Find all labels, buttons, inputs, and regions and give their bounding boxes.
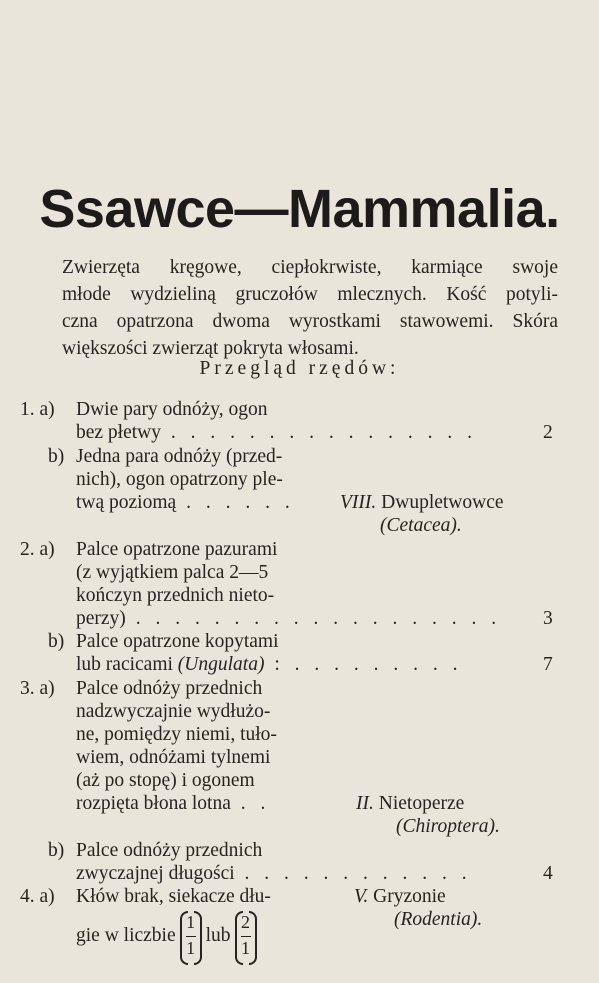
key-text-line: nadzwyczajnie wydłużo- <box>76 701 271 722</box>
dot-leader: . . <box>230 793 271 814</box>
order-number: VIII. <box>340 492 377 513</box>
key-label: 2. a) <box>20 539 55 560</box>
order-name: Dwupletwowce <box>381 492 504 513</box>
key-text-line: bez płetwy . . . . . . . . . . . . . . . . <box>76 422 478 443</box>
key-text-line: Dwie pary odnóży, ogon <box>76 399 268 420</box>
key-label: 4. a) <box>20 886 55 907</box>
order-name: Nietoperze <box>378 793 465 814</box>
key-label: b) <box>48 840 65 861</box>
dot-leader: . . . . . . . . . . . . <box>234 863 472 884</box>
key-text-line: nich), ogon opatrzony ple- <box>76 469 283 490</box>
reference-number: 7 <box>543 654 553 675</box>
key-text-line: ne, pomiędzy niemi, tuło- <box>76 724 277 745</box>
key-text-line: Jedna para odnóży (przed- <box>76 446 283 467</box>
order-latin-name: (Chiroptera). <box>396 816 500 837</box>
intro-line: większości zwierząt pokryta włosami. <box>62 338 359 359</box>
reference-number: 4 <box>543 863 553 884</box>
section-subheading: Przegląd rzędów: <box>199 358 400 379</box>
key-text-line: twą poziomą . . . . . . <box>76 492 295 513</box>
dot-leader: : . . . . . . . . . <box>264 654 463 675</box>
dot-leader: . . . . . . . . . . . . . . . . . . . <box>125 608 502 629</box>
reference-number: 3 <box>543 608 553 629</box>
key-text-line: (aż po stopę) i ogonem <box>76 770 255 791</box>
key-text-line: Palce opatrzone kopytami <box>76 631 279 652</box>
dot-leader: . . . . . . . . . . . . . . . . <box>161 422 478 443</box>
key-label: b) <box>48 631 65 652</box>
key-text-line: wiem, odnóżami tylnemi <box>76 747 271 768</box>
key-text-line: kończyn przednich nieto- <box>76 585 275 606</box>
dot-leader: . . . . . . <box>176 492 295 513</box>
page-title: Ssawce—Mammalia. <box>39 179 560 239</box>
intro-line: młode wydzieliną gruczołów mlecznych. Kość potyli- <box>62 284 558 305</box>
key-text-line: perzy) . . . . . . . . . . . . . . . . . . . <box>76 608 502 629</box>
key-label: 1. a) <box>20 399 55 420</box>
key-text-line: zwyczajnej długości . . . . . . . . . . . . <box>76 863 472 884</box>
order-number: V. <box>354 886 369 907</box>
key-text-line: Palce odnóży przednich <box>76 678 263 699</box>
order-latin-name: (Rodentia). <box>394 909 483 930</box>
key-text-line: (z wyjątkiem palca 2—5 <box>76 562 269 583</box>
key-label: 3. a) <box>20 678 55 699</box>
key-label: b) <box>48 446 65 467</box>
reference-number: 2 <box>543 422 553 443</box>
order-latin-name: (Cetacea). <box>380 515 462 536</box>
connector-word: lub <box>205 925 231 946</box>
key-text-line: Kłów brak, siekacze dłu- <box>76 886 271 907</box>
dental-formula-fraction: $\frac{2}{1}$ <box>235 911 257 963</box>
key-text-line: lub racicami (Ungulata) : . . . . . . . . . <box>76 654 463 675</box>
key-text-line: Palce odnóży przednich <box>76 840 263 861</box>
key-text-line: gie w liczbie $\frac{1}{1}$ lub $\frac{2}{1}$ <box>76 908 261 964</box>
latin-group-name: (Ungulata) <box>177 654 265 675</box>
intro-line: czna opatrzona dwoma wyrostkami stawowemi. Skóra <box>62 311 558 332</box>
key-text-line: rozpięta błona lotna . . <box>76 793 271 814</box>
intro-line: Zwierzęta kręgowe, ciepłokrwiste, karmiące swoje <box>62 257 558 278</box>
order-name: Gryzonie <box>373 886 446 907</box>
order-number: II. <box>356 793 374 814</box>
key-text-line: Palce opatrzone pazurami <box>76 539 278 560</box>
dental-formula-fraction: $\frac{1}{1}$ <box>180 911 202 963</box>
